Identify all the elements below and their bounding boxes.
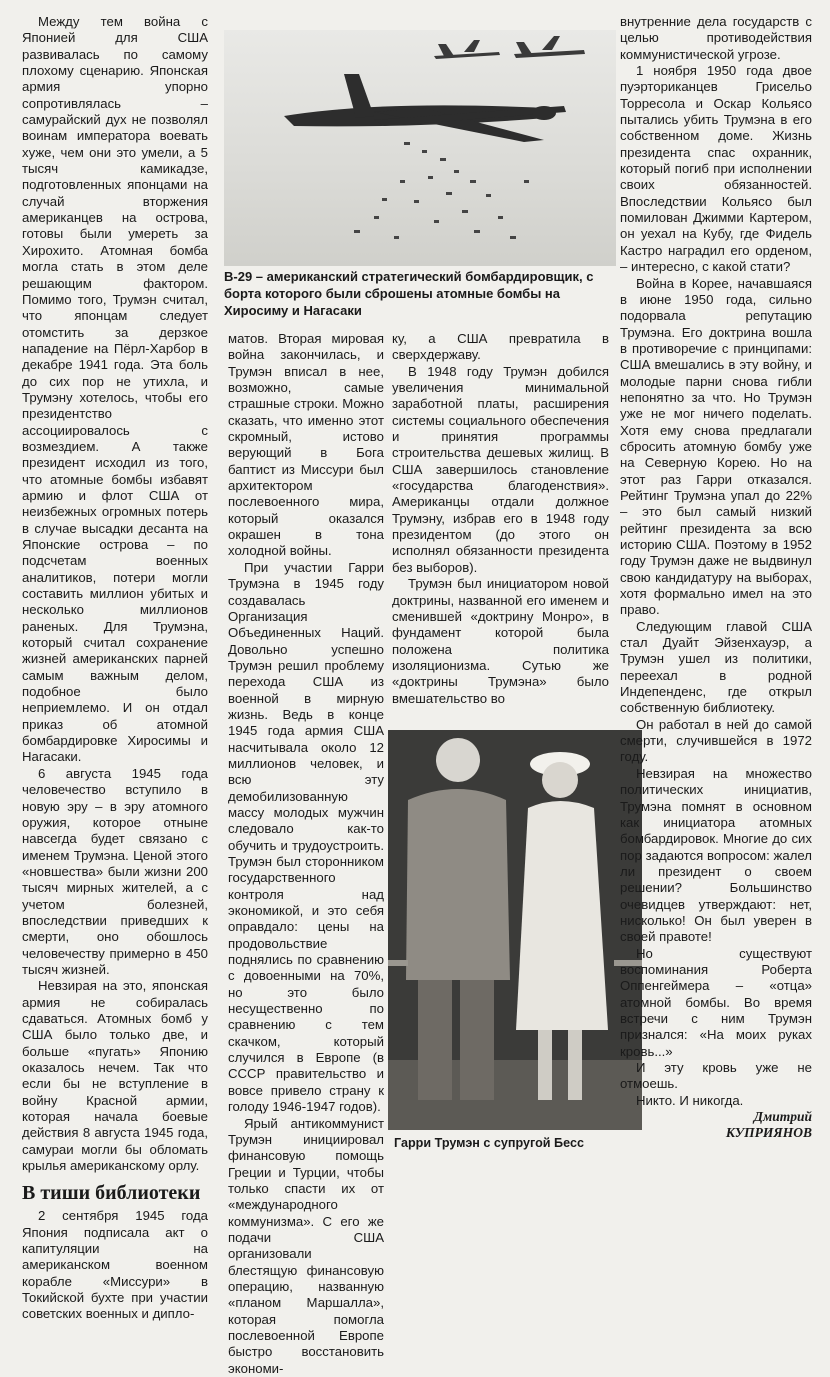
article-column-3 [392, 331, 609, 707]
b29-bomber-photo [224, 30, 616, 266]
article-column-4 [620, 14, 812, 1141]
paragraph: Никто. И никогда. [620, 1093, 812, 1109]
paragraph: 2 сентября 1945 года Япония подписала акт о капитуляции на американском военном корабле «Миссури» в Токийской бухте при участии советских военных и дипло- [22, 1208, 208, 1322]
paragraph: Война в Корее, начавшаяся в июне 1950 года, сильно подорвала репутацию Трумэна. Его доктрина вошла в противоречие с принципами: США вмешались в эту войну, и молодые парни снова гибли непонятно за что. Но Трумэн уже не мог ничего поделать. Хотя ему снова предлагали сбросить атомную бомбу уже на Северную Корею. Но на этот раз Гарри отказался. Рейтинг Трумэна упал до 22% – это был самый низкий рейтинг президента за всю историю США. Поэтому в 1952 году Трумэн даже не выдвинул свою кандидатуру на выборах, хотя формально имел на это право. [620, 276, 812, 619]
truman-couple-photo [388, 730, 642, 1130]
paragraph: И эту кровь уже не отмоешь. [620, 1060, 812, 1093]
paragraph: Ярый антикоммунист Трумэн инициировал финансовую помощь Греции и Турции, чтобы только спасти их от «международного коммунизма». С его же подачи США организовали блестящую финансовую операцию, названную «планом Маршалла», которая помогла послевоенной Европе быстро восстановить экономи- [228, 1116, 384, 1377]
paragraph: Невзирая на множество политических инициатив, Трумэна помнят в основном как инициатора атомных бомбардировок. Многие до сих пор задаются вопросом: жалел ли президент о своем решении? Большинство очевидцев утверждают: нет, нисколько! Он был уверен в своей правоте! [620, 766, 812, 946]
bomber-illustration [224, 30, 616, 266]
article-column-2 [228, 331, 384, 1377]
paragraph: Между тем война с Японией для США развивалась по самому плохому сценарию. Японская армия упорно сопротивлялась – самурайский дух не позволял воинам императора воевать хуже, чем они это умели, а 5 тысяч камикадзе, подготовленных японцами на случай вторжения американцев на острова, готовы были умереть за Хирохито. Атомная бомба могла стать в этом деле решающим фактором. Помимо того, Трумэн считал, что японцам следует отомстить за дерзкое нападение на Пёрл-Харбор в декабре 1941 года. Эта боль до сих пор не утихла, и Трумэну хотелось, чтобы его президентство ассоциировалось с возмездием. А также президент исходил из того, что атомные бомбы избавят армию и флот США от неизбежных огромных потерь в случае высадки десанта на Японские острова – по подсчетам военных аналитиков, потери могли составить миллион убитых и несколько миллионов раненых. Для Трумэна, который считал сохранение жизней американских парней самым важным делом, подобное было неприемлемо. И он отдал приказ об атомной бомбардировке Хиросимы и Нагасаки. [22, 14, 208, 766]
couple-illustration [388, 730, 642, 1130]
bomber-caption: B-29 – американский стратегический бомбардировщик, с борта которого были сброшены атомные бомбы на Хиросиму и Нагасаки [224, 268, 604, 319]
paragraph: матов. Вторая мировая война закончилась, и Трумэн вписал в нее, возможно, самые страшные строки. Можно сказать, что именно этот скромный, истово верующий в Бога баптист из Миссури был архитектором послевоенного мира, который оказался окрашен в тона холодной войны. [228, 331, 384, 560]
paragraph: внутренние дела государств с целью противодействия коммунистической угрозе. [620, 14, 812, 63]
paragraph: При участии Гарри Трумэна в 1945 году создавалась Организация Объединенных Наций. Довольно успешно Трумэн решил проблему перехода США из военной в мирную жизнь. Ведь в конце 1945 года армия США насчитывала около 12 миллионов человек, и всю эту демобилизованную массу молодых мужчин следовало как-то обучить и трудоустроить. Трумэн был сторонником государственного контроля над экономикой, и это себя оправдало: цены на продовольствие поднялись по сравнению с довоенными на 70%, но это было несущественно по сравнению с тем скачком, который случился в Европе (в СССР правительство и вовсе привело страну к голоду 1946-1947 годов). [228, 560, 384, 1116]
paragraph: Невзирая на это, японская армия не собиралась сдаваться. Атомных бомб у США было только две, и больше «пугать» Японию оказалось нечем. Так что если бы не вступление в войну Красной армии, которая начала боевые действия 8 августа 1945 года, самураи могли бы обломать крылья американскому орлу. [22, 978, 208, 1174]
article-column-1 [22, 14, 208, 1323]
paragraph: 6 августа 1945 года человечество вступило в новую эру – в эру атомного оружия, которое отныне навсегда будет связано с именем Трумэна. Ценой этого «новшества» были жизни 200 тысяч мирных жителей, а с учетом болезней, впоследствии приведших к смерти, оно обошлось человечеству примерно в 450 тысяч жизней. [22, 766, 208, 978]
section-title: В тиши библиотеки [22, 1182, 208, 1204]
paragraph: 1 ноября 1950 года двое пуэрториканцев Грисельо Торресола и Оскар Кольясо пытались убить Трумэна в его собственном доме. Жизнь президента спас охранник, который погиб при исполнении своих обязанностей. Впоследствии Кольясо был помилован Джимми Картером, он уехал на Кубу, где Фидель Кастро наградил его орденом, – интересно, с какой стати? [620, 63, 812, 275]
paragraph: Но существуют воспоминания Роберта Оппенгеймера – «отца» атомной бомбы. Во время встречи с ним Трумэн признался: «На моих руках кровь...» [620, 946, 812, 1060]
paragraph: Следующим главой США стал Дуайт Эйзенхауэр, а Трумэн ушел из политики, переехал в родной Индепенденс, где открыл собственную библиотеку. [620, 619, 812, 717]
paragraph: ку, а США превратила в сверхдержаву. [392, 331, 609, 364]
author-first-name: Дмитрий [620, 1109, 812, 1125]
paragraph: Он работал в ней до самой смерти, случившейся в 1972 году. [620, 717, 812, 766]
paragraph: В 1948 году Трумэн добился увеличения минимальной заработной платы, расширения системы социального обеспечения и принятия программы строительства дешевых жилищ. В США завершилось становление «государства благоденствия». Американцы отдали должное Трумэну, избрав его в 1948 году президентом (до этого он исполнял обязанности президента без выборов). [392, 364, 609, 576]
paragraph: Трумэн был инициатором новой доктрины, названной его именем и сменившей «доктрину Монро», в фундамент которой была положена политика изоляционизма. Сутью же «доктрины Трумэна» было вмешательство во [392, 576, 609, 707]
author-last-name: КУПРИЯНОВ [620, 1125, 812, 1141]
couple-caption: Гарри Трумэн с супругой Бесс [394, 1135, 644, 1151]
